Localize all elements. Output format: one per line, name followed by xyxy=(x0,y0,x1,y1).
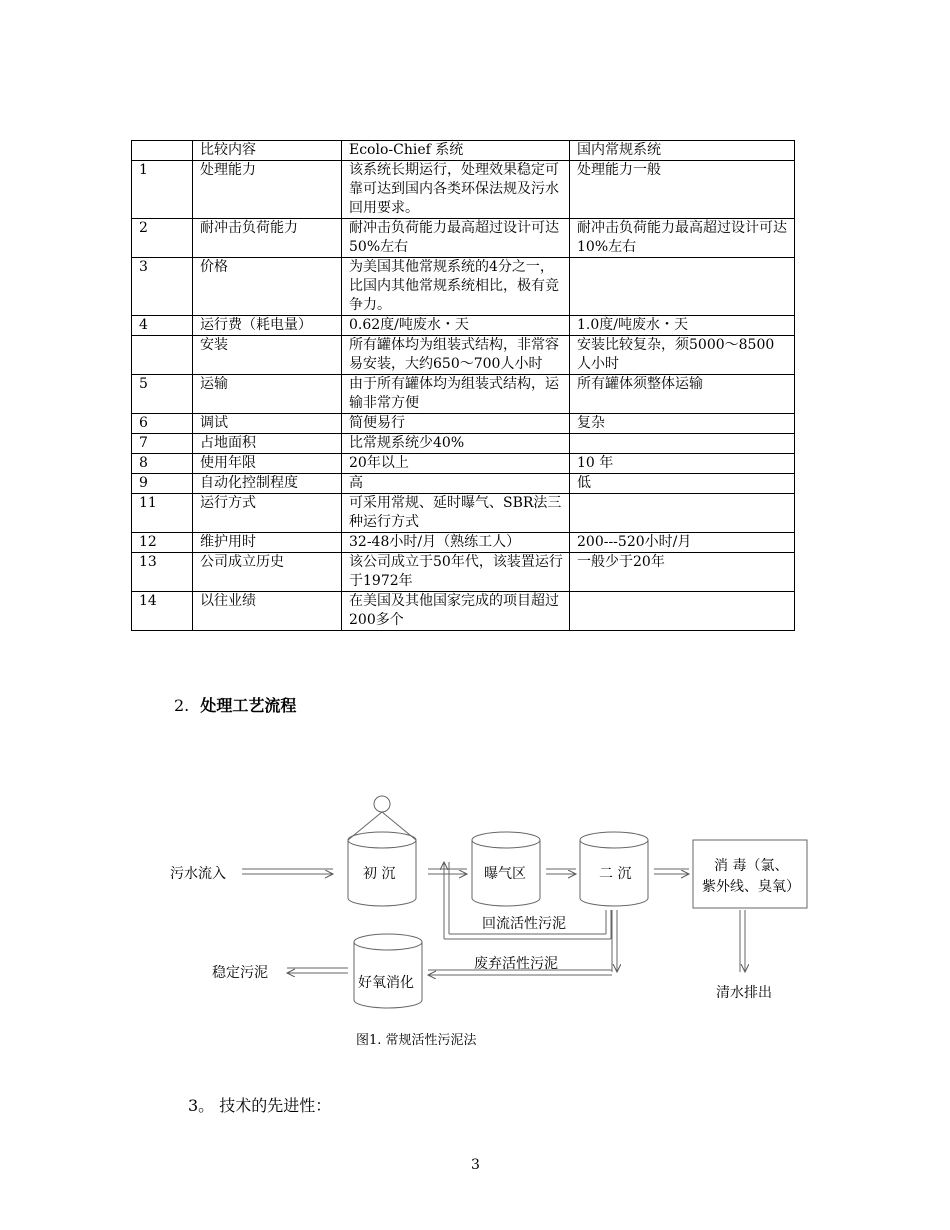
aeration-label: 曝气区 xyxy=(484,866,526,882)
row-ecolo-value: 32-48小时/月（熟练工人） xyxy=(342,533,570,553)
row-domestic-value: 所有罐体须整体运输 xyxy=(570,375,795,414)
row-domestic-value: 复杂 xyxy=(570,414,795,434)
arrow-inflow-to-primary xyxy=(242,869,333,874)
row-ecolo-value: 该系统长期运行，处理效果稳定可靠可达到国内各类环保法规及污水回用要求。 xyxy=(342,161,570,219)
row-number: 3 xyxy=(132,258,193,316)
header-domestic: 国内常规系统 xyxy=(570,141,795,161)
section-2-title: 处理工艺流程 xyxy=(200,696,297,715)
arrow-aeration-to-secondary xyxy=(546,869,576,874)
row-number: 8 xyxy=(132,454,193,474)
row-item: 安装 xyxy=(193,336,342,375)
row-item: 价格 xyxy=(193,258,342,316)
row-number: 12 xyxy=(132,533,193,553)
arrow-digester-to-stable-sludge xyxy=(287,968,348,973)
row-ecolo-value: 简便易行 xyxy=(342,414,570,434)
stable-sludge-label: 稳定污泥 xyxy=(212,965,268,981)
row-number: 4 xyxy=(132,316,193,336)
row-ecolo-value: 比常规系统少40% xyxy=(342,434,570,454)
row-domestic-value: 安装比较复杂，须5000～8500人小时 xyxy=(570,336,795,375)
row-item: 调试 xyxy=(193,414,342,434)
row-ecolo-value: 耐冲击负荷能力最高超过设计可达50%左右 xyxy=(342,219,570,258)
row-domestic-value: 1.0度/吨废水・天 xyxy=(570,316,795,336)
arrow-disinfection-to-effluent xyxy=(740,910,745,972)
row-item: 运行方式 xyxy=(193,494,342,533)
row-domestic-value: 处理能力一般 xyxy=(570,161,795,219)
row-ecolo-value: 0.62度/吨废水・天 xyxy=(342,316,570,336)
disinfection-label-line2: 紫外线、臭氧） xyxy=(702,879,800,895)
row-item: 运输 xyxy=(193,375,342,414)
row-number: 1 xyxy=(132,161,193,219)
primary-clarifier-label: 初 沉 xyxy=(363,866,396,882)
row-domestic-value: 200---520小时/月 xyxy=(570,533,795,553)
row-ecolo-value: 为美国其他常规系统的4分之一，比国内其他常规系统相比，极有竞争力。 xyxy=(342,258,570,316)
primary-clarifier-tank xyxy=(348,796,416,906)
row-item: 运行费（耗电量） xyxy=(193,316,342,336)
row-domestic-value: 耐冲击负荷能力最高超过设计可达10%左右 xyxy=(570,219,795,258)
row-number: 14 xyxy=(132,592,193,631)
row-number: 2 xyxy=(132,219,193,258)
row-number: 13 xyxy=(132,553,193,592)
row-item: 耐冲击负荷能力 xyxy=(193,219,342,258)
row-domestic-value: 10 年 xyxy=(570,454,795,474)
row-item: 公司成立历史 xyxy=(193,553,342,592)
arrow-primary-to-aeration xyxy=(428,869,467,874)
digestion-label: 好氧消化 xyxy=(358,975,414,991)
secondary-clarifier-label: 二 沉 xyxy=(599,866,632,882)
row-item: 以往业绩 xyxy=(193,592,342,631)
effluent-label: 清水排出 xyxy=(716,985,772,1001)
page-number: 3 xyxy=(471,1157,480,1173)
header-ecolo: Ecolo-Chief 系统 xyxy=(342,141,570,161)
row-number: 6 xyxy=(132,414,193,434)
row-number: 7 xyxy=(132,434,193,454)
row-item: 占地面积 xyxy=(193,434,342,454)
row-item: 维护用时 xyxy=(193,533,342,553)
row-ecolo-value: 该公司成立于50年代，该装置运行于1972年 xyxy=(342,553,570,592)
row-ecolo-value: 由于所有罐体均为组装式结构，运输非常方便 xyxy=(342,375,570,414)
row-ecolo-value: 可采用常规、延时曝气、SBR法三种运行方式 xyxy=(342,494,570,533)
inflow-label: 污水流入 xyxy=(170,866,226,882)
row-ecolo-value: 20年以上 xyxy=(342,454,570,474)
row-number: 5 xyxy=(132,375,193,414)
aerobic-digester-tank xyxy=(354,934,422,1008)
section-2-number: 2. xyxy=(174,696,190,715)
row-number: 11 xyxy=(132,494,193,533)
row-domestic-value: 低 xyxy=(570,474,795,494)
row-ecolo-value: 高 xyxy=(342,474,570,494)
figure-caption: 图1. 常规活性污泥法 xyxy=(356,1033,477,1048)
row-item: 自动化控制程度 xyxy=(193,474,342,494)
row-ecolo-value: 在美国及其他国家完成的项目超过200多个 xyxy=(342,592,570,631)
row-item: 使用年限 xyxy=(193,454,342,474)
arrow-secondary-to-disinfection xyxy=(654,869,689,874)
row-item: 处理能力 xyxy=(193,161,342,219)
header-item: 比较内容 xyxy=(193,141,342,161)
disinfection-label-line1: 消 毒（氯、 xyxy=(714,858,789,874)
waste-sludge-label: 废弃活性污泥 xyxy=(474,956,558,972)
row-domestic-value: 一般少于20年 xyxy=(570,553,795,592)
section-3-heading: 3。 技术的先进性： xyxy=(188,1096,332,1115)
return-sludge-label: 回流活性污泥 xyxy=(482,916,566,932)
row-number: 9 xyxy=(132,474,193,494)
row-ecolo-value: 所有罐体均为组装式结构，非常容易安装，大约650～700人小时 xyxy=(342,336,570,375)
